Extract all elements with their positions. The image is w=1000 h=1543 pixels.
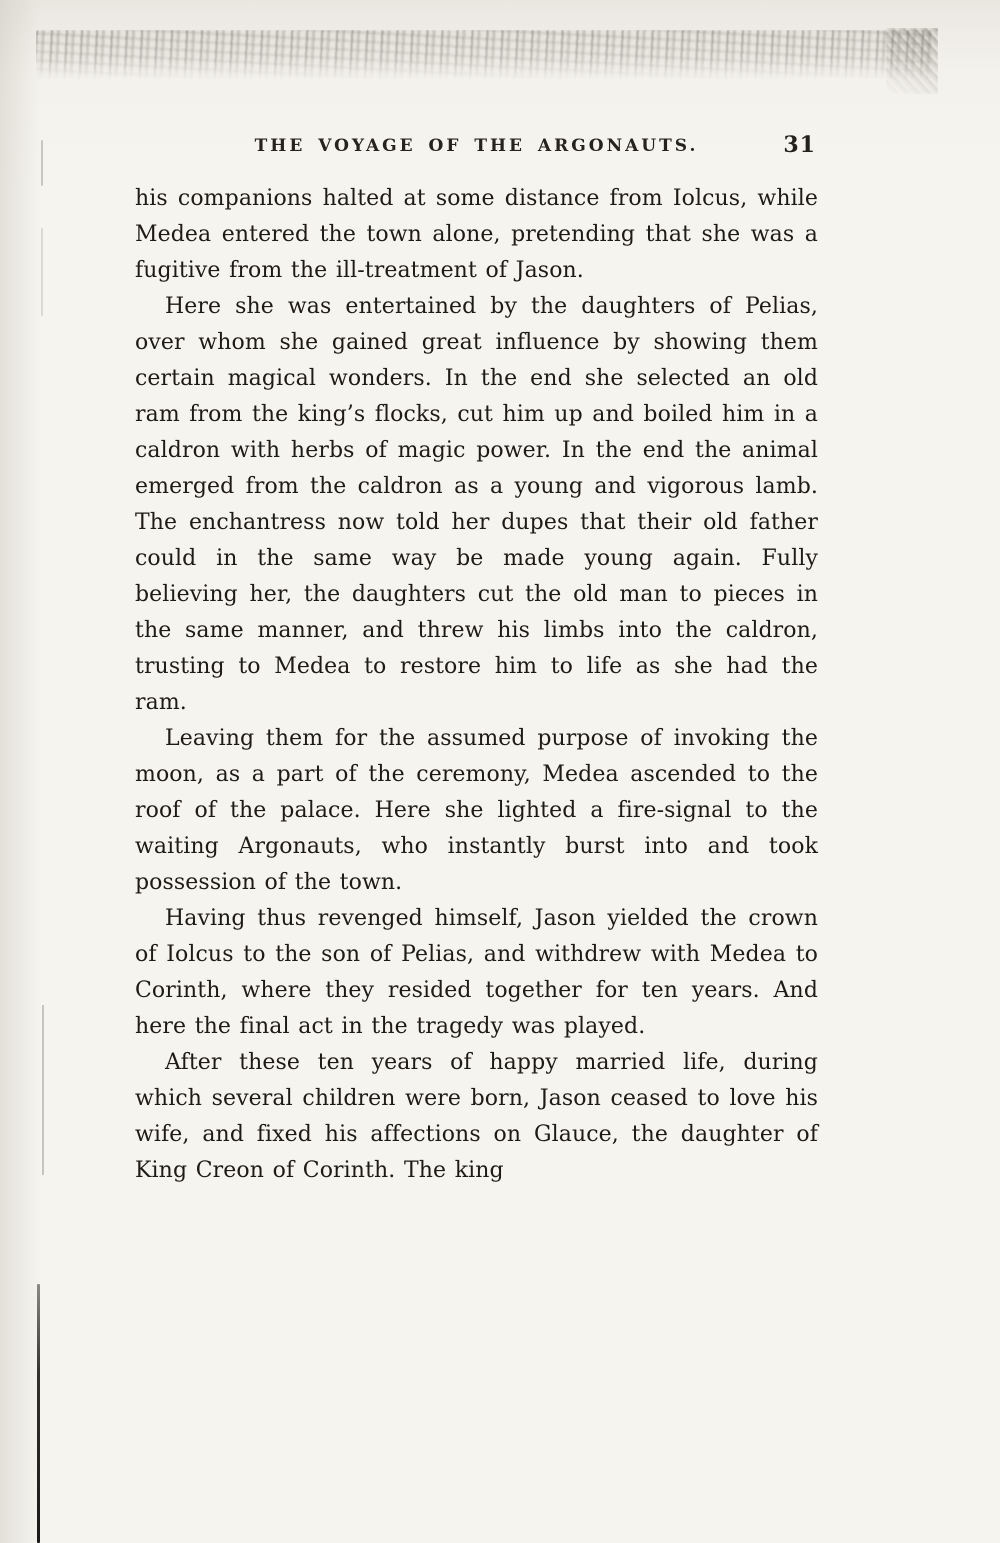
scan-artifact-left-tick — [41, 140, 43, 186]
paragraph: Here she was entertained by the daughters of Pelias, over whom she gained great influence by showing them certain magical wonders. In the end she selected an old ram from the king’s flocks, cut him up and boiled him in a caldron with herbs of magic power. In the end the animal emerged from the caldron as a young and vigorous lamb. The enchantress now told her dupes that their old father could in the same way be made young again. Fully believing her, the daughters cut the old man to pieces in the same manner, and threw his limbs into the caldron, trusting to Medea to restore him to life as she had the ram. — [135, 294, 818, 715]
scan-artifact-edge-line — [37, 1284, 40, 1543]
running-title: THE VOYAGE OF THE ARGONAUTS. — [254, 136, 699, 156]
paragraph: his companions halted at some distance from Iolcus, while Medea entered the town alone, pretending that she was a fugitive from the ill-treatment of Jason. — [135, 186, 818, 283]
page-header — [135, 132, 818, 168]
scan-artifact-corner — [886, 28, 938, 94]
scan-artifact-top-band — [36, 30, 932, 80]
paragraph: Having thus revenged himself, Jason yielded the crown of Iolcus to the son of Pelias, and withdrew with Medea to Corinth, where they resided together for ten years. And here the final act in the tragedy was played. — [135, 906, 818, 1039]
page-text — [135, 181, 818, 1189]
scan-artifact-left-tick — [41, 228, 43, 316]
paragraph: Leaving them for the assumed purpose of invoking the moon, as a part of the ceremony, Medea ascended to the roof of the palace. Here she lighted a fire-signal to the waiting Argonauts, who instantly burst into and took possession of the town. — [135, 726, 818, 895]
page-number: 31 — [783, 132, 816, 158]
paragraph: After these ten years of happy married life, during which several children were born, Jason ceased to love his wife, and fixed his affections on Glauce, the daughter of King Creon of Corinth. The king — [135, 1050, 818, 1183]
scan-artifact-edge-line-faint — [42, 1005, 44, 1175]
